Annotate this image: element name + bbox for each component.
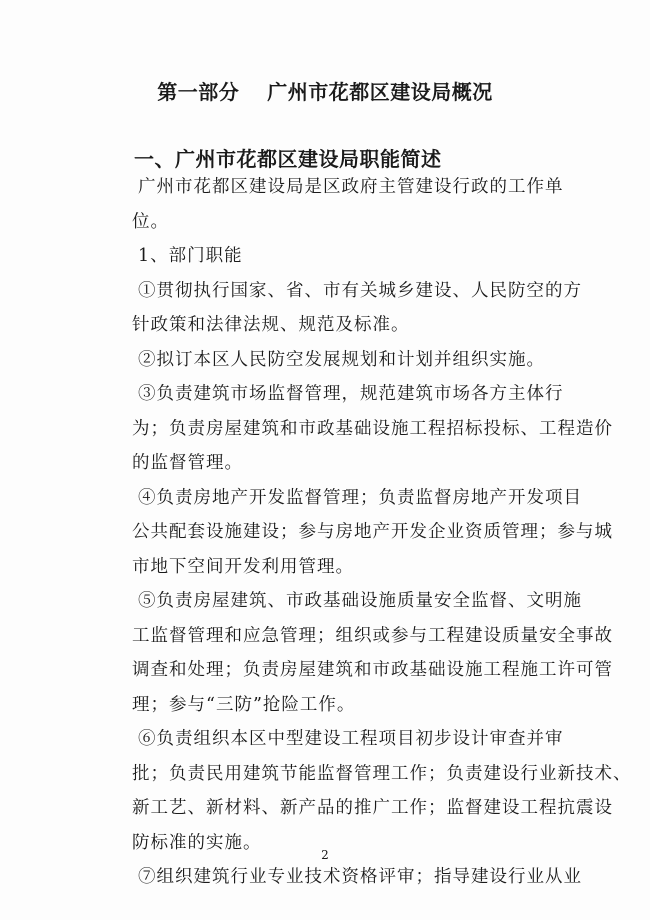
paragraph-line: 调查和处理；负责房屋建筑和市政基础设施工程施工许可管 [132, 660, 613, 680]
paragraph-line: 批；负责民用建筑节能监督管理工作；负责建设行业新技术、 [132, 763, 632, 784]
paragraph-line: ④负责房地产开发监督管理；负责监督房地产开发项目 [138, 487, 582, 508]
page-number: 2 [321, 848, 329, 862]
paragraph-line: ②拟订本区人民防空发展规划和计划并组织实施。 [138, 349, 545, 370]
paragraph-line: 针政策和法律法规、规范及标准。 [132, 315, 410, 335]
paragraph-line: 位。 [132, 211, 169, 232]
paragraph-line: 新工艺、新材料、新产品的推广工作；监督建设工程抗震设 [132, 798, 613, 818]
document-title: 第一部分 广州市花都区建设局概况 [157, 80, 493, 104]
paragraph-line: 市地下空间开发利用管理。 [132, 556, 354, 577]
paragraph-line: 的监督管理。 [132, 453, 243, 473]
section-heading: 一、广州市花都区建设局职能简述 [134, 147, 442, 171]
paragraph-line: 1、部门职能 [138, 246, 243, 266]
paragraph-line: 广州市花都区建设局是区政府主管建设行政的工作单 [138, 177, 564, 197]
paragraph-line: ⑤负责房屋建筑、市政基础设施质量安全监督、文明施 [138, 591, 582, 611]
paragraph-line: 公共配套设施建设；参与房地产开发企业资质管理；参与城 [132, 522, 613, 542]
paragraph-line: 工监督管理和应急管理；组织或参与工程建设质量安全事故 [132, 625, 613, 646]
paragraph-line: 为；负责房屋建筑和市政基础设施工程招标投标、工程造价 [132, 418, 613, 439]
body-text [132, 170, 632, 895]
paragraph-line: ③负责建筑市场监督管理，规范建筑市场各方主体行 [138, 384, 564, 404]
paragraph-line: 理；参与“三防”抢险工作。 [132, 694, 356, 715]
paragraph-line: ①贯彻执行国家、省、市有关城乡建设、人民防空的方 [138, 280, 582, 301]
paragraph-line: ⑦组织建筑行业专业技术资格评审；指导建设行业从业 [138, 867, 582, 887]
paragraph-line: ⑥负责组织本区中型建设工程项目初步设计审查并审 [138, 729, 564, 749]
paragraph-line: 防标准的实施。 [132, 832, 262, 853]
